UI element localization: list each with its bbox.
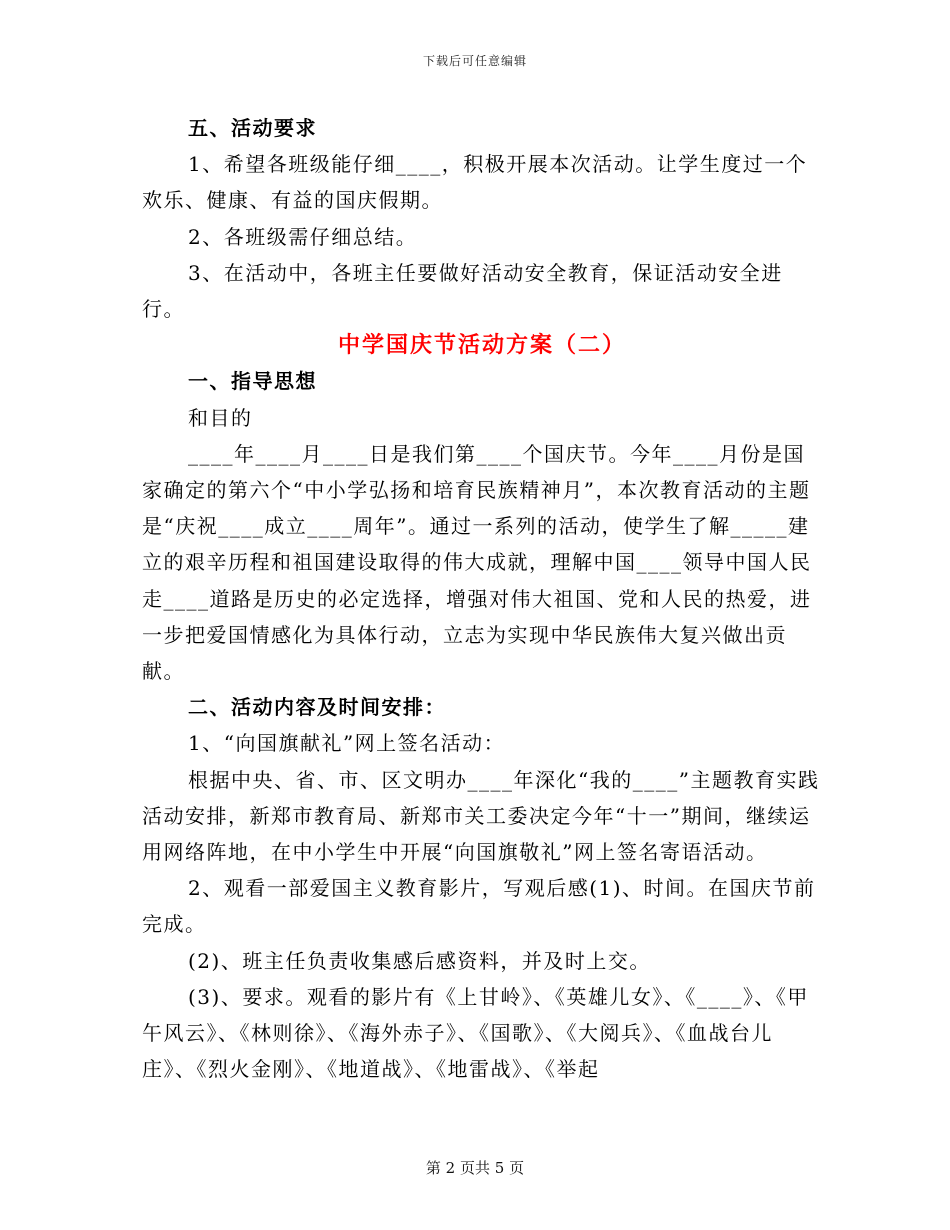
list-item: 2、观看一部爱国主义教育影片，写观后感(1)、时间。在国庆节前完成。 bbox=[142, 876, 816, 937]
paragraph: 和目的 bbox=[188, 405, 253, 430]
paragraph: 3、在活动中，各班主任要做好活动安全教育，保证活动安全进行。 bbox=[142, 260, 783, 322]
page-number: 第 2 页共 5 页 bbox=[425, 1159, 525, 1177]
section-heading-guiding-ideology: 一、指导思想 bbox=[188, 369, 317, 394]
paragraph: 1、希望各班级能仔细____，积极开展本次活动。让学生度过一个欢乐、健康、有益的国庆假期。 bbox=[142, 152, 808, 213]
document-body bbox=[142, 110, 822, 1087]
list-item: (3)、要求。观看的影片有《上甘岭》、《英雄儿女》、《____》、《甲午风云》、《林则徐》、《海外赤子》、《国歌》、《大阅兵》、《血战台儿庄》、《烈火金刚》、《地道战》、《地雷战》、《举起 bbox=[142, 984, 809, 1082]
paragraph: 2、各班级需仔细总结。 bbox=[188, 224, 418, 249]
list-item: 1、“向国旗献礼”网上签名活动： bbox=[188, 731, 506, 756]
list-item: (2)、班主任负责收集感后感资料，并及时上交。 bbox=[188, 948, 651, 973]
document-title: 中学国庆节活动方案（二） bbox=[337, 332, 626, 359]
paragraph: 根据中央、省、市、区文明办____年深化“我的____”主题教育实践活动安排，新郑市教育局、新郑市关工委决定今年“十一”期间，继续运用网络阵地，在中小学生中开展“向国旗敬礼”网上签名寄语活动。 bbox=[142, 767, 820, 865]
paragraph: ____年____月____日是我们第____个国庆节。今年____月份是国家确定的第六个“中小学弘扬和培育民族精神月”，本次教育活动的主题是“庆祝____成立____周年”。通过一系列的活动，使学生了解_____建立的艰辛历程和祖国建设取得的伟大成就，理解中国____领导中国人民走____道路是历史的必定选择，增强对伟大祖国、党和人民的热爱，进一步把爱国情感化为具体行动，立志为实现中华民族伟大复兴做出贡献。 bbox=[142, 441, 812, 684]
section-heading-requirements: 五、活动要求 bbox=[188, 116, 317, 140]
section-heading-activities: 二、活动内容及时间安排： bbox=[188, 695, 446, 720]
page-header-note: 下载后可任意编辑 bbox=[422, 54, 527, 68]
